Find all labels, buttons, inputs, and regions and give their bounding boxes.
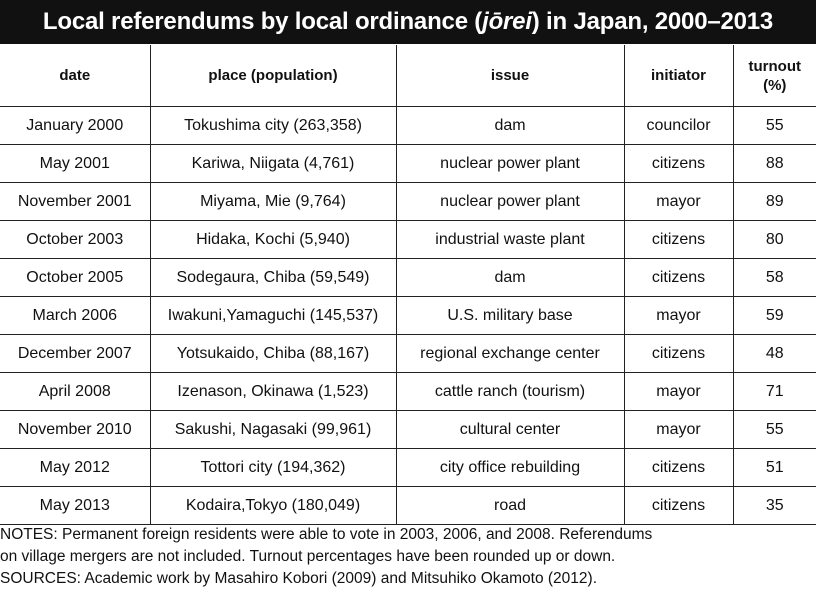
cell-issue: industrial waste plant	[396, 221, 624, 259]
cell-issue: cattle ranch (tourism)	[396, 373, 624, 411]
header-place: place (population)	[150, 45, 396, 107]
sources-line: SOURCES: Academic work by Masahiro Kobori (2009) and Mitsuhiko Okamoto (2012).	[0, 570, 597, 587]
cell-issue: dam	[396, 259, 624, 297]
cell-issue: U.S. military base	[396, 297, 624, 335]
cell-place: Kariwa, Niigata (4,761)	[150, 145, 396, 183]
cell-turnout: 71	[733, 373, 816, 411]
cell-turnout: 80	[733, 221, 816, 259]
cell-date: November 2010	[0, 411, 150, 449]
cell-initiator: citizens	[624, 259, 733, 297]
cell-place: Kodaira,Tokyo (180,049)	[150, 487, 396, 525]
cell-initiator: citizens	[624, 335, 733, 373]
header-turnout	[733, 45, 816, 107]
cell-initiator: mayor	[624, 297, 733, 335]
cell-turnout: 51	[733, 449, 816, 487]
cell-turnout: 35	[733, 487, 816, 525]
cell-turnout: 48	[733, 335, 816, 373]
cell-turnout: 89	[733, 183, 816, 221]
cell-place: Tottori city (194,362)	[150, 449, 396, 487]
title-suffix: ) in Japan, 2000–2013	[531, 8, 774, 35]
cell-date: April 2008	[0, 373, 150, 411]
cell-turnout: 55	[733, 107, 816, 145]
table-row	[0, 259, 816, 297]
cell-date: May 2001	[0, 145, 150, 183]
cell-date: November 2001	[0, 183, 150, 221]
cell-date: May 2013	[0, 487, 150, 525]
cell-place: Izenason, Okinawa (1,523)	[150, 373, 396, 411]
table-body	[0, 107, 816, 525]
cell-turnout: 88	[733, 145, 816, 183]
cell-issue: city office rebuilding	[396, 449, 624, 487]
header-date: date	[0, 45, 150, 107]
table-row	[0, 145, 816, 183]
cell-place: Iwakuni,Yamaguchi (145,537)	[150, 297, 396, 335]
cell-issue: cultural center	[396, 411, 624, 449]
table-row	[0, 373, 816, 411]
header-initiator: initiator	[624, 45, 733, 107]
header-row	[0, 45, 816, 107]
cell-place: Miyama, Mie (9,764)	[150, 183, 396, 221]
table-row	[0, 107, 816, 145]
header-turnout-unit: (%)	[763, 76, 787, 94]
cell-place: Sakushi, Nagasaki (99,961)	[150, 411, 396, 449]
table-title	[0, 0, 816, 44]
cell-issue: regional exchange center	[396, 335, 624, 373]
table-row	[0, 411, 816, 449]
header-turnout-label: turnout	[748, 57, 801, 75]
cell-issue: dam	[396, 107, 624, 145]
cell-date: March 2006	[0, 297, 150, 335]
cell-initiator: citizens	[624, 221, 733, 259]
table-row	[0, 487, 816, 525]
table-row	[0, 449, 816, 487]
title-prefix: Local referendums by local ordinance (	[42, 8, 483, 35]
table-row	[0, 335, 816, 373]
cell-initiator: councilor	[624, 107, 733, 145]
cell-place: Sodegaura, Chiba (59,549)	[150, 259, 396, 297]
cell-turnout: 58	[733, 259, 816, 297]
cell-initiator: mayor	[624, 373, 733, 411]
cell-date: October 2003	[0, 221, 150, 259]
cell-initiator: citizens	[624, 145, 733, 183]
cell-turnout: 55	[733, 411, 816, 449]
referendum-table	[0, 45, 816, 525]
cell-place: Yotsukaido, Chiba (88,167)	[150, 335, 396, 373]
cell-initiator: mayor	[624, 411, 733, 449]
title-term: jōrei	[482, 8, 532, 35]
cell-issue: road	[396, 487, 624, 525]
cell-turnout: 59	[733, 297, 816, 335]
cell-date: December 2007	[0, 335, 150, 373]
notes-line-2: on village mergers are not included. Turnout percentages have been rounded up or down.	[0, 548, 616, 565]
table-row	[0, 221, 816, 259]
cell-issue: nuclear power plant	[396, 183, 624, 221]
footnotes	[0, 524, 812, 590]
cell-date: January 2000	[0, 107, 150, 145]
table-row	[0, 297, 816, 335]
cell-date: October 2005	[0, 259, 150, 297]
cell-initiator: citizens	[624, 449, 733, 487]
cell-initiator: mayor	[624, 183, 733, 221]
cell-initiator: citizens	[624, 487, 733, 525]
table-row	[0, 183, 816, 221]
header-issue: issue	[396, 45, 624, 107]
cell-place: Tokushima city (263,358)	[150, 107, 396, 145]
cell-date: May 2012	[0, 449, 150, 487]
cell-place: Hidaka, Kochi (5,940)	[150, 221, 396, 259]
notes-line-1: NOTES: Permanent foreign residents were able to vote in 2003, 2006, and 2008. Referendums	[0, 526, 653, 543]
cell-issue: nuclear power plant	[396, 145, 624, 183]
